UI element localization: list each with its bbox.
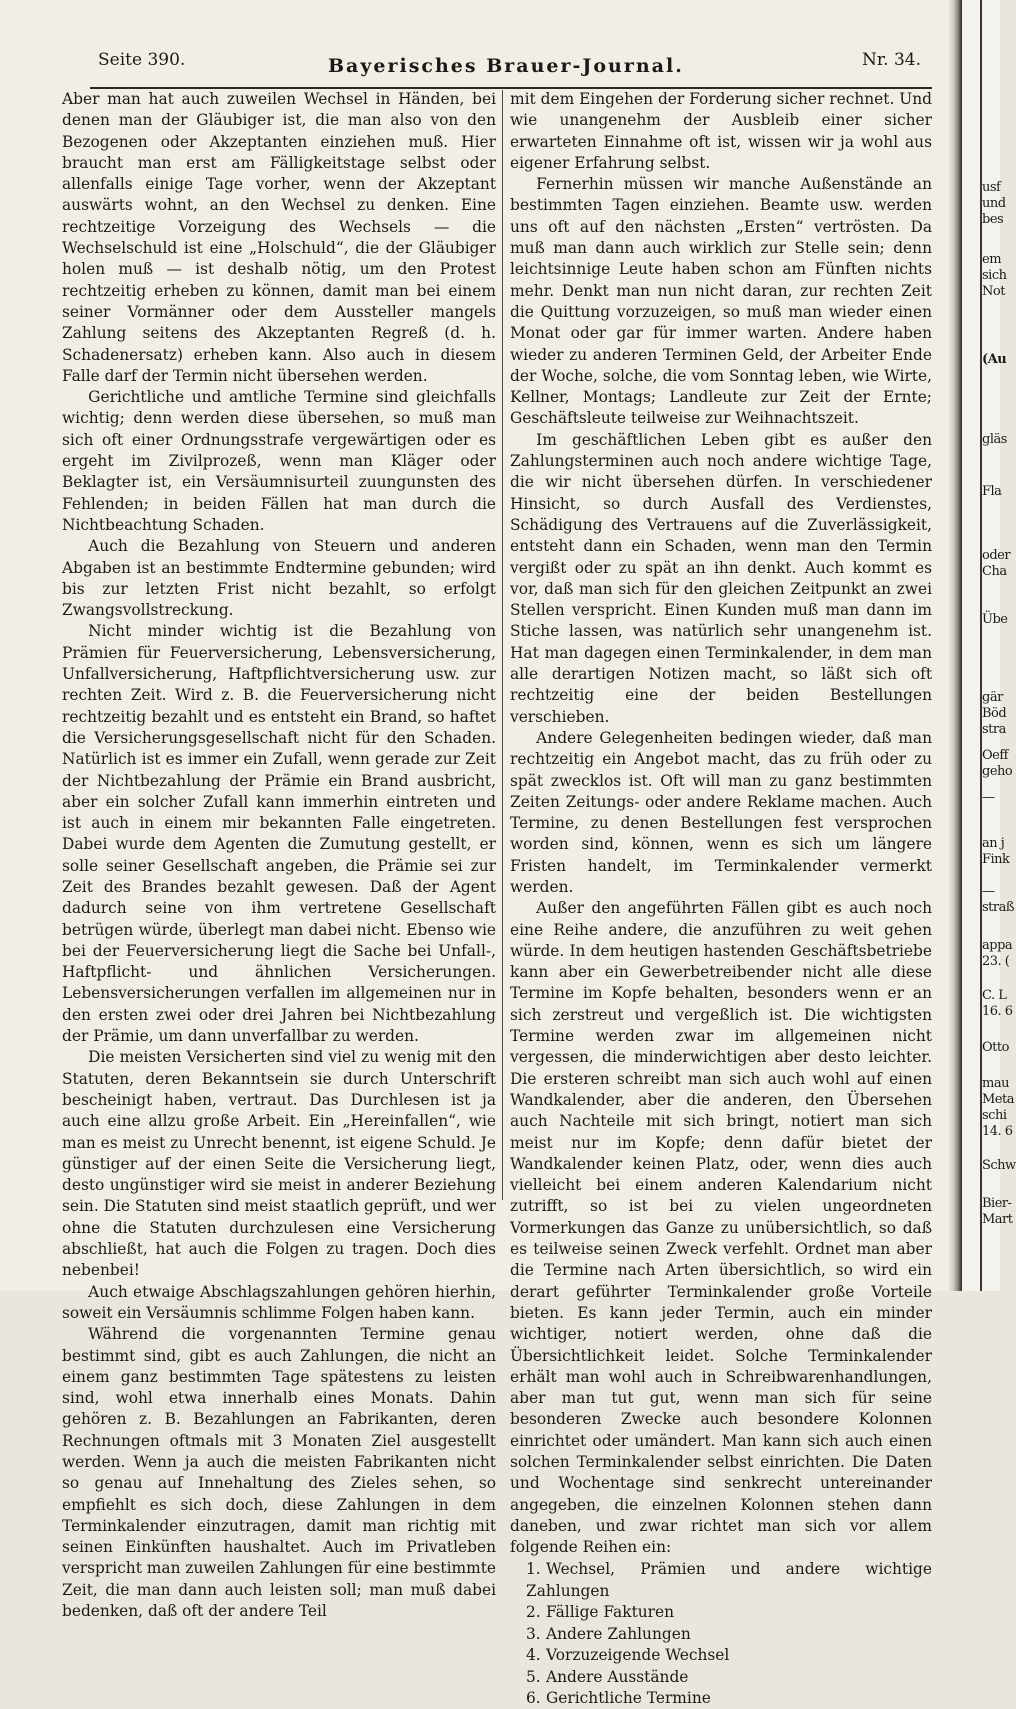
page-fold-shadow [948, 0, 962, 1291]
next-page-strip [962, 0, 1016, 1291]
fragment-text: Mart [982, 1212, 1013, 1227]
fragment-text: appa [982, 938, 1013, 953]
fragment-text: Otto [982, 1040, 1009, 1055]
column-divider [502, 90, 503, 1200]
fragment-text: schi [982, 1108, 1007, 1123]
fragment-text: 23. ( [982, 954, 1010, 969]
fragment-text: Not [982, 284, 1005, 299]
fragment-text: 14. 6 [982, 1124, 1013, 1139]
paragraph: Auch etwaige Abschlagszahlungen gehören hierhin, soweit ein Versäumnis schlimme Folgen haben kann. [62, 1282, 496, 1322]
paragraph: Die meisten Versicherten sind viel zu wenig mit den Statuten, deren Bekanntsein sie durch Unterschrift bescheinigt haben, vertraut. Das Durchlesen ist ja auch eine allzu große Arbeit. Ein „Hereinfallen“, wie man es meist zu Unrecht benennt, ist eigene Schuld. Je günstiger auf der einen Seite die Versicherung liegt, desto ungünstiger wird sie meist in anderer Beziehung sein. Die Statuten sind meist staatlich geprüft, und wer ohne die Statuten durchzulesen eine Versicherung abschließt, hat auch die Folgen zu tragen. Doch dies nebenbei! [62, 1048, 496, 1280]
paragraph: mit dem Eingehen der Forderung sicher rechnet. Und wie unangenehm der Ausbleib einer sicher erwarteten Einnahme oft ist, wissen wir ja wohl aus eigener Erfahrung selbst. [510, 90, 932, 172]
journal-title: Bayerisches Brauer-Journal. [328, 55, 684, 77]
list-item: 3. Andere Zahlungen [526, 1624, 691, 1643]
fragment-text: Fla [982, 484, 1002, 499]
fragment-text: oder [982, 548, 1011, 563]
fragment-text: Schw [982, 1158, 1016, 1173]
calendar-column-list [510, 1559, 932, 1709]
fragment-text: gär [982, 690, 1003, 705]
issue-number: Nr. 34. [862, 50, 921, 70]
left-column [62, 89, 496, 1622]
fragment-text: mau [982, 1076, 1009, 1091]
fragment-text: Böd [982, 706, 1007, 721]
paragraph: Nicht minder wichtig ist die Bezahlung von Prämien für Feuerversicherung, Lebensversicherung, Unfallversicherung, Haftpflichtversicherung usw. zur rechten Zeit. Wird z. B. die Feuerversicherung nicht rechtzeitig bezahlt und es entsteht ein Brand, so haftet die Versicherungsgesellschaft nicht für den Schaden. Natürlich ist es immer ein Zufall, wenn gerade zur Zeit der Nichtbezahlung der Prämie ein Brand ausbricht, aber ein solcher Zufall kann immerhin eintreten und ist auch in einem mir bekannten Falle eingetreten. Dabei wurde dem Agenten die Zumutung gestellt, er solle seiner Gesellschaft angeben, die Prämie sei zur Zeit des Brandes bezahlt gewesen. Daß der Agent dadurch seine von ihm vertretene Gesellschaft betrügen würde, überlegt man dabei nicht. Ebenso wie bei der Feuerversicherung liegt die Sache bei Unfall-, Haftpflicht- und ähnlichen Versicherungen. Lebensversicherungen verfallen im allgemeinen nur in den ersten zwei oder drei Jahren bei Nichtbezahlung der Prämie, um dann unverfallbar zu werden. [62, 622, 496, 1046]
right-column [510, 89, 932, 1709]
fragment-text: und [982, 196, 1006, 211]
paragraph: Im geschäftlichen Leben gibt es außer den Zahlungsterminen auch noch andere wichtige Tage, die wir nicht übersehen dürfen. In verschiedener Hinsicht, so durch Ausfall des Verdienstes, Schädigung des Vertrauens auf die Zuverlässigkeit, entsteht dann ein Schaden, wenn man den Termin vergißt oder zu spät an ihn denkt. Auch kommt es vor, daß man sich für den gleichen Zeitpunkt an zwei Stellen verspricht. Einen Kunden muß man dann im Stiche lassen, was natürlich sehr unangenehm ist. Hat man dagegen einen Terminkalender, in dem man alle derartigen Notizen macht, so läßt sich oft rechtzeitig eine der beiden Bestellungen verschieben. [510, 430, 932, 726]
list-item: 2. Fällige Fakturen [526, 1603, 675, 1622]
page-number-label: Seite 390. [98, 50, 186, 70]
fragment-text: gläs [982, 432, 1007, 447]
fragment-text: C. L [982, 988, 1007, 1003]
fragment-text: Oeff [982, 748, 1008, 763]
fragment-text: Cha [982, 564, 1007, 579]
paragraph: Während die vorgenannten Termine genau bestimmt sind, gibt es auch Zahlungen, die nicht an einem ganz bestimmten Tage spätestens zu leisten sind, wohl etwa innerhalb eines Monats. Dahin gehören z. B. Bezahlungen an Fabrikanten, deren Rechnungen oftmals mit 3 Monaten Ziel ausgestellt werden. Wenn ja auch die meisten Fabrikanten nicht so genau auf Innehaltung des Zieles sehen, so empfiehlt es sich doch, diese Zahlungen in dem Terminkalender einzutragen, damit man richtig mit seinen Einkünften haushaltet. Auch im Privatleben verspricht man zuweilen Zahlungen für eine bestimmte Zeit, die man dann auch leisten soll; man muß dabei bedenken, daß oft der andere Teil [62, 1325, 496, 1621]
fragment-text: an j [982, 836, 1005, 851]
fragment-text: sich [982, 268, 1007, 283]
paragraph: Andere Gelegenheiten bedingen wieder, daß man rechtzeitig ein Angebot macht, das zu früh oder zu spät zwecklos ist. Oft will man zu ganz bestimmten Zeiten Zeitungs- oder andere Reklame machen. Auch Termine, zu denen Bestellungen fest versprochen worden sind, können, wenn es sich um längere Fristen handelt, im Terminkalender vermerkt werden. [510, 728, 932, 896]
list-item: 4. Vorzuzeigende Wechsel [526, 1646, 730, 1665]
fragment-text: 16. 6 [982, 1004, 1013, 1019]
list-item: 5. Andere Ausstände [526, 1667, 689, 1686]
paragraph: Auch die Bezahlung von Steuern und anderen Abgaben ist an bestimmte Endtermine gebunden; wird bis zur letzten Frist nicht bezahlt, so erfolgt Zwangsvollstreckung. [62, 537, 496, 620]
list-item: 6. Gerichtliche Termine [526, 1688, 711, 1707]
fragment-text: Bier- [982, 1196, 1012, 1211]
fragment-text: — [982, 884, 995, 899]
paragraph: Fernerhin müssen wir manche Außenstände an bestimmten Tagen einziehen. Beamte usw. werden uns oft auf den nächsten „Ersten“ vertrösten. Da muß man dann auch wirklich zur Stelle sein; denn leichtsinnige Leute haben schon am Fünften nichts mehr. Denkt man nun nicht daran, zur rechten Zeit die Quittung vorzuzeigen, so muß man wieder einen Monat oder gar für immer warten. Andere haben wieder zu anderen Terminen Geld, der Arbeiter Ende der Woche, solche, die vom Sonntag leben, wie Wirte, Kellner, Montags; Landleute zur Zeit der Ernte; Geschäftsleute teilweise zur Weihnachtszeit. [510, 175, 932, 428]
fragment-text: stra [982, 722, 1006, 737]
fragment-text: Meta [982, 1092, 1014, 1107]
paragraph: Aber man hat auch zuweilen Wechsel in Händen, bei denen man der Gläubiger ist, die man also von den Bezogenen oder Akzeptanten einziehen muß. Hier braucht man erst am Fälligkeitstage selbst oder allenfalls einige Tage vorher, wenn der Akzeptant auswärts wohnt, an den Wechsel zu denken. Eine rechtzeitige Vorzeigung des Wechsels — die Wechselschuld ist eine „Holschuld“, die der Gläubiger holen muß — ist deshalb nötig, um den Protest rechtzeitig erheben zu können, damit man bei einem seiner Vormänner oder dem Aussteller mangels Zahlung seitens des Akzeptanten Regreß (d. h. Schadenersatz) erheben kann. Also auch in diesem Falle darf der Termin nicht übersehen werden. [62, 90, 496, 385]
fragment-text: usf [982, 180, 1001, 195]
fragment-text: Übe [982, 612, 1008, 627]
paragraph: Außer den angeführten Fällen gibt es auch noch eine Reihe andere, die anzuführen zu weit gehen würde. In dem heutigen hastenden Geschäftsbetriebe kann aber ein Gewerbetreibender nicht alle diese Termine im Kopfe behalten, besonders wenn er an sich zerstreut und vergeßlich ist. Die wichtigsten Termine werden zwar im allgemeinen nicht vergessen, die minderwichtigen aber desto leichter. Die ersteren schreibt man sich auch wohl auf einen Wandkalender, aber die anderen, den Übersehen auch Nachteile mit sich bringt, notiert man sich meist nur im Kopfe; denn dafür bietet der Wandkalender keinen Platz, oder, wenn dies auch vielleicht bei einem anderen Kalendarium nicht zutrifft, so ist bei zu vielen ungeordneten Vormerkungen das Ganze zu unübersichtlich, so daß es teilweise seinen Zweck verfehlt. Ordnet man aber die Termine nach Arten übersichtlich, so wird ein derart geführter Terminkalender große Vorteile bieten. Es kann jeder Termin, auch ein minder wichtiger, notiert werden, ohne daß die Übersichtlichkeit leidet. Solche Terminkalender erhält man wohl auch in Schreibwarenhandlungen, aber man tut gut, wenn man sich für seine besonderen Zwecke auch besondere Kolonnen einrichtet oder umändert. Man kann sich auch einen solchen Terminkalender selbst einrichten. Die Daten und Wochentage sind senkrecht untereinander angegeben, die einzelnen Kolonnen stehen dann daneben, und zwar richtet man sich vor allem folgende Reihen ein: [510, 899, 932, 1557]
fragment-text: Fink [982, 852, 1010, 867]
fragment-text: bes [982, 212, 1004, 227]
fragment-text: em [982, 252, 1002, 267]
fragment-text: straß [982, 900, 1015, 915]
list-item: 1. Wechsel, Prämien und andere wichtige Zahlungen [526, 1560, 932, 1600]
fragment-text: — [982, 790, 995, 805]
fragment-text: geho [982, 764, 1013, 779]
paragraph: Gerichtliche und amtliche Termine sind gleichfalls wichtig; denn werden diese übersehen, so muß man sich oft einer Ordnungsstrafe vergewärtigen oder es ergeht im Zivilprozeß, wenn man Kläger oder Beklagter ist, ein Versäumnisurteil zuungunsten des Fehlenden; in beiden Fällen hat man durch die Nichtbeachtung Schaden. [62, 388, 496, 534]
fragment-text: (Au [982, 352, 1007, 367]
